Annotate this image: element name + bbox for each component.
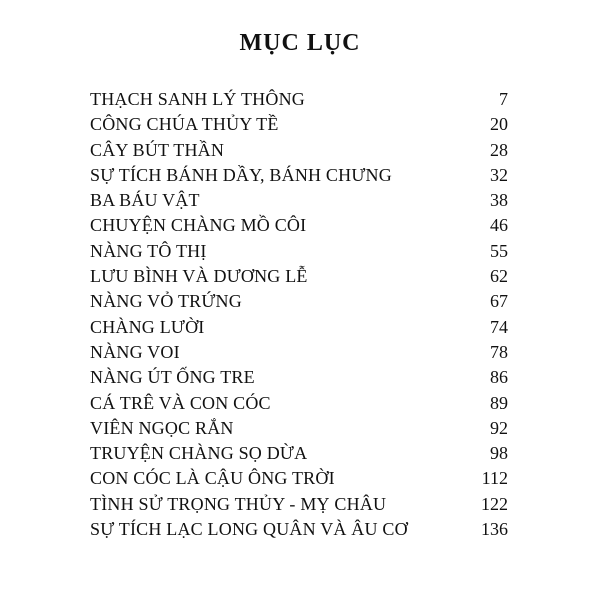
toc-entry (90, 213, 508, 238)
toc-entry (90, 163, 508, 188)
toc-entry-title: TRUYỆN CHÀNG SỌ DỪA (90, 443, 308, 464)
table-of-contents (90, 87, 508, 542)
toc-entry-title: LƯU BÌNH VÀ DƯƠNG LỄ (90, 266, 308, 287)
toc-entry-page: 20 (490, 114, 508, 135)
toc-entry (90, 289, 508, 314)
toc-entry-page: 7 (499, 89, 508, 109)
toc-entry-page: 112 (481, 468, 508, 489)
toc-entry (90, 239, 508, 264)
toc-entry-page: 38 (490, 190, 508, 211)
toc-entry-page: 46 (490, 215, 508, 236)
toc-entry-page: 28 (490, 139, 508, 160)
toc-entry (90, 112, 508, 137)
toc-entry (90, 188, 508, 213)
toc-entry-title: VIÊN NGỌC RẮN (90, 417, 234, 438)
toc-entry-page: 55 (490, 240, 508, 261)
toc-entry-title: CHÀNG LƯỜI (90, 316, 205, 337)
toc-entry-title: CÁ TRÊ VÀ CON CÓC (90, 392, 271, 413)
toc-entry-page: 62 (490, 266, 508, 287)
toc-entry-title: CÔNG CHÚA THỦY TỀ (90, 114, 279, 135)
toc-entry (90, 138, 508, 163)
toc-entry-page: 92 (490, 417, 508, 438)
toc-entry-page: 32 (490, 164, 508, 185)
page-title: MỤC LỤC (239, 30, 361, 56)
toc-entry-page: 74 (490, 316, 508, 337)
toc-entry (90, 466, 508, 491)
toc-entry (90, 264, 508, 289)
toc-entry (90, 492, 508, 517)
toc-entry-page: 89 (490, 392, 508, 413)
toc-entry-title: CÂY BÚT THẦN (90, 139, 225, 160)
toc-entry (90, 517, 508, 542)
toc-entry-title: TÌNH SỬ TRỌNG THỦY - MỴ CHÂU (90, 493, 387, 514)
toc-entry-title: NÀNG TÔ THỊ (90, 240, 207, 261)
toc-entry (90, 365, 508, 390)
toc-entry (90, 441, 508, 466)
toc-entry-title: CHUYỆN CHÀNG MỒ CÔI (90, 215, 307, 236)
toc-entry-page: 136 (481, 519, 508, 540)
toc-entry-title: NÀNG VỎ TRỨNG (90, 291, 242, 312)
toc-entry-page: 98 (490, 443, 508, 464)
toc-entry-page: 86 (490, 367, 508, 388)
toc-entry-title: NÀNG VOI (90, 341, 180, 362)
toc-entry-page: 67 (490, 291, 508, 312)
toc-entry (90, 391, 508, 416)
toc-entry-page: 122 (481, 493, 508, 514)
toc-entry-title: SỰ TÍCH LẠC LONG QUÂN VÀ ÂU CƠ (90, 519, 408, 540)
toc-entry-title: CON CÓC LÀ CẬU ÔNG TRỜI (90, 468, 335, 489)
toc-entry (90, 87, 508, 112)
toc-entry (90, 340, 508, 365)
toc-entry (90, 416, 508, 441)
toc-entry-title: THẠCH SANH LÝ THÔNG (90, 89, 305, 109)
toc-entry-page: 78 (490, 341, 508, 362)
toc-entry (90, 315, 508, 340)
toc-entry-title: SỰ TÍCH BÁNH DẦY, BÁNH CHƯNG (90, 164, 392, 185)
toc-entry-title: BA BÁU VẬT (90, 190, 200, 211)
toc-entry-title: NÀNG ÚT ỐNG TRE (90, 367, 255, 388)
